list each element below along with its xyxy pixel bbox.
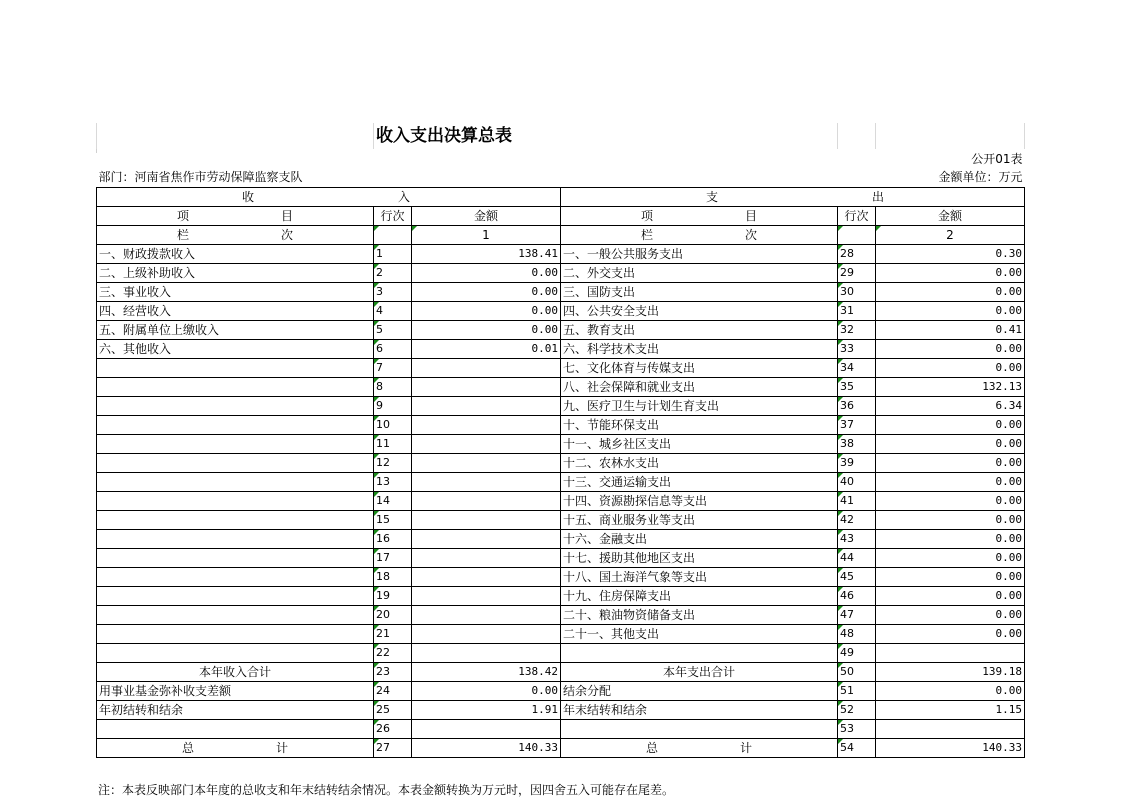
table-row [97,301,1025,320]
expense-line-no: 32 [838,320,876,339]
expense-line-no: 53 [838,719,876,738]
expense-line-no: 38 [838,434,876,453]
expense-line-no: 39 [838,453,876,472]
expense-line-no: 46 [838,586,876,605]
income-line-no: 25 [374,700,412,719]
expense-line-no: 40 [838,472,876,491]
income-item: 四、经营收入 [97,301,374,320]
expense-line-no: 37 [838,415,876,434]
income-line-no: 3 [374,282,412,301]
income-item: 年初结转和结余 [97,700,374,719]
income-amount: 0.00 [412,681,561,700]
department-label: 部门：河南省焦作市劳动保障监察支队 [97,168,561,187]
income-amount: 138.41 [412,244,561,263]
income-amount [412,358,561,377]
income-amount [412,491,561,510]
expense-amount: 132.13 [876,377,1025,396]
expense-amount: 0.00 [876,681,1025,700]
income-line-no: 18 [374,567,412,586]
expense-line-no-header: 行次 [838,206,876,225]
expense-amount: 139.18 [876,662,1025,681]
expense-amount: 0.00 [876,358,1025,377]
expense-item: 十四、资源勘探信息等支出 [561,491,838,510]
expense-line-no: 30 [838,282,876,301]
table-row [97,624,1025,643]
expense-line-no: 29 [838,263,876,282]
income-amount [412,377,561,396]
expense-amount-header: 金额 [876,206,1025,225]
expense-item: 五、教育支出 [561,320,838,339]
income-amount: 0.00 [412,263,561,282]
expense-line-no: 47 [838,605,876,624]
expense-item-header: 项 目 [561,206,838,225]
income-line-no: 20 [374,605,412,624]
expense-amount: 0.00 [876,491,1025,510]
income-line-no: 6 [374,339,412,358]
expense-item: 七、文化体育与传媒支出 [561,358,838,377]
column-header-row [97,206,1025,225]
form-number-row [97,149,1025,168]
income-amount [412,548,561,567]
expense-line-no: 35 [838,377,876,396]
expense-item: 十八、国土海洋气象等支出 [561,567,838,586]
department-row [97,168,1025,187]
expense-column-label: 栏 次 [561,225,838,244]
income-amount [412,719,561,738]
expense-amount: 0.41 [876,320,1025,339]
income-line-no: 10 [374,415,412,434]
income-item: 本年收入合计 [97,662,374,681]
expense-item: 一、一般公共服务支出 [561,244,838,263]
expense-item: 十五、商业服务业等支出 [561,510,838,529]
income-item [97,605,374,624]
income-amount [412,434,561,453]
income-amount-header: 金额 [412,206,561,225]
expense-line-no: 52 [838,700,876,719]
income-line-no: 11 [374,434,412,453]
expense-line-no: 36 [838,396,876,415]
expense-amount: 6.34 [876,396,1025,415]
income-line-no: 8 [374,377,412,396]
table-row [97,491,1025,510]
expense-amount: 0.00 [876,434,1025,453]
income-amount: 0.00 [412,301,561,320]
column-index-row [97,225,1025,244]
expense-amount: 0.00 [876,624,1025,643]
income-line-no: 14 [374,491,412,510]
income-item: 五、附属单位上缴收入 [97,320,374,339]
expense-item [561,719,838,738]
expense-item: 本年支出合计 [561,662,838,681]
expense-amount: 0.00 [876,567,1025,586]
income-column-label: 栏 次 [97,225,374,244]
table-row [97,396,1025,415]
income-item: 用事业基金弥补收支差额 [97,681,374,700]
income-item [97,472,374,491]
income-total-amount: 140.33 [412,738,561,757]
expense-line-no: 50 [838,662,876,681]
expense-line-no: 51 [838,681,876,700]
income-item-header: 项 目 [97,206,374,225]
expense-amount: 0.00 [876,263,1025,282]
income-line-no: 12 [374,453,412,472]
expense-line-no: 48 [838,624,876,643]
expense-item [561,643,838,662]
expense-amount: 0.00 [876,510,1025,529]
income-item [97,643,374,662]
income-amount: 0.00 [412,320,561,339]
income-item [97,415,374,434]
expense-line-no: 33 [838,339,876,358]
income-item [97,434,374,453]
table-row [97,453,1025,472]
table-row [97,529,1025,548]
income-line-no-header: 行次 [374,206,412,225]
income-item: 六、其他收入 [97,339,374,358]
table-row [97,244,1025,263]
income-amount [412,586,561,605]
income-expense-table [96,123,1025,758]
table-row [97,605,1025,624]
expense-amount: 0.00 [876,548,1025,567]
expense-item: 十一、城乡社区支出 [561,434,838,453]
income-item [97,510,374,529]
expense-amount: 0.00 [876,282,1025,301]
expense-item: 十三、交通运输支出 [561,472,838,491]
income-total-line-no: 27 [374,738,412,757]
expense-line-no: 43 [838,529,876,548]
income-item: 二、上级补助收入 [97,263,374,282]
expense-line-no: 34 [838,358,876,377]
table-row [97,681,1025,700]
income-amount [412,529,561,548]
expense-amount: 0.00 [876,529,1025,548]
expense-amount: 0.00 [876,586,1025,605]
expense-line-no: 44 [838,548,876,567]
income-line-no: 9 [374,396,412,415]
income-amount: 138.42 [412,662,561,681]
expense-item: 四、公共安全支出 [561,301,838,320]
income-item [97,377,374,396]
income-line-no: 2 [374,263,412,282]
income-line-no: 26 [374,719,412,738]
table-row [97,510,1025,529]
income-total-label: 总 计 [97,738,374,757]
income-item [97,548,374,567]
income-column-index: 1 [412,225,561,244]
expense-item: 二、外交支出 [561,263,838,282]
expense-line-no: 45 [838,567,876,586]
table-row [97,643,1025,662]
income-line-no: 22 [374,643,412,662]
expense-amount: 1.15 [876,700,1025,719]
income-line-no: 24 [374,681,412,700]
table-row [97,567,1025,586]
income-item [97,624,374,643]
expense-total-line-no: 54 [838,738,876,757]
expense-item: 十九、住房保障支出 [561,586,838,605]
income-line-no: 5 [374,320,412,339]
income-amount [412,510,561,529]
income-item [97,586,374,605]
income-amount: 1.91 [412,700,561,719]
expense-item: 十六、金融支出 [561,529,838,548]
income-line-no: 16 [374,529,412,548]
table-row [97,586,1025,605]
expense-item: 十七、援助其他地区支出 [561,548,838,567]
table-row [97,339,1025,358]
table-row [97,415,1025,434]
expense-amount: 0.00 [876,453,1025,472]
expense-item: 二十、粮油物资储备支出 [561,605,838,624]
income-item [97,567,374,586]
expense-column-index: 2 [876,225,1025,244]
table-row [97,700,1025,719]
table-row [97,719,1025,738]
income-item [97,719,374,738]
expense-amount: 0.00 [876,472,1025,491]
expense-item: 九、医疗卫生与计划生育支出 [561,396,838,415]
expense-item: 八、社会保障和就业支出 [561,377,838,396]
expense-total-label: 总 计 [561,738,838,757]
expense-amount: 0.30 [876,244,1025,263]
income-amount [412,472,561,491]
table-title: 收入支出决算总表 [374,123,838,149]
expense-line-no: 42 [838,510,876,529]
expense-item: 六、科学技术支出 [561,339,838,358]
income-line-no: 4 [374,301,412,320]
income-amount [412,453,561,472]
amount-unit: 金额单位：万元 [876,168,1025,187]
income-item [97,396,374,415]
income-line-no: 1 [374,244,412,263]
income-amount [412,605,561,624]
income-item [97,358,374,377]
expense-item: 三、国防支出 [561,282,838,301]
table-row [97,434,1025,453]
income-amount: 0.00 [412,282,561,301]
expense-item: 结余分配 [561,681,838,700]
income-line-no: 7 [374,358,412,377]
table-row [97,472,1025,491]
income-item [97,453,374,472]
income-line-no: 13 [374,472,412,491]
expense-amount: 0.00 [876,301,1025,320]
income-line-no: 15 [374,510,412,529]
expense-item: 年末结转和结余 [561,700,838,719]
expense-line-no: 28 [838,244,876,263]
table-row [97,320,1025,339]
expense-section-header: 支 出 [561,187,1025,206]
table-row [97,263,1025,282]
income-amount [412,624,561,643]
table-row [97,358,1025,377]
income-amount [412,396,561,415]
income-amount [412,643,561,662]
income-section-header: 收 入 [97,187,561,206]
section-header-row [97,187,1025,206]
income-line-no: 19 [374,586,412,605]
income-line-no: 23 [374,662,412,681]
expense-total-amount: 140.33 [876,738,1025,757]
income-amount: 0.01 [412,339,561,358]
form-number: 公开01表 [971,151,1023,166]
total-row [97,738,1025,757]
table-row [97,282,1025,301]
income-line-no: 17 [374,548,412,567]
income-item: 一、财政拨款收入 [97,244,374,263]
expense-item: 十二、农林水支出 [561,453,838,472]
expense-amount: 0.00 [876,339,1025,358]
income-amount [412,567,561,586]
income-item [97,491,374,510]
expense-line-no: 41 [838,491,876,510]
table-row [97,377,1025,396]
income-line-no: 21 [374,624,412,643]
expense-amount: 0.00 [876,415,1025,434]
expense-amount [876,719,1025,738]
income-amount [412,415,561,434]
table-row [97,662,1025,681]
expense-amount [876,643,1025,662]
expense-amount: 0.00 [876,605,1025,624]
expense-item: 十、节能环保支出 [561,415,838,434]
income-item [97,529,374,548]
income-item: 三、事业收入 [97,282,374,301]
title-row [97,123,1025,149]
expense-item: 二十一、其他支出 [561,624,838,643]
footnote: 注：本表反映部门本年度的总收支和年末结转结余情况。本表金额转换为万元时，因四舍五入可能存在尾差。 [98,783,675,797]
expense-line-no: 49 [838,643,876,662]
table-row [97,548,1025,567]
expense-line-no: 31 [838,301,876,320]
